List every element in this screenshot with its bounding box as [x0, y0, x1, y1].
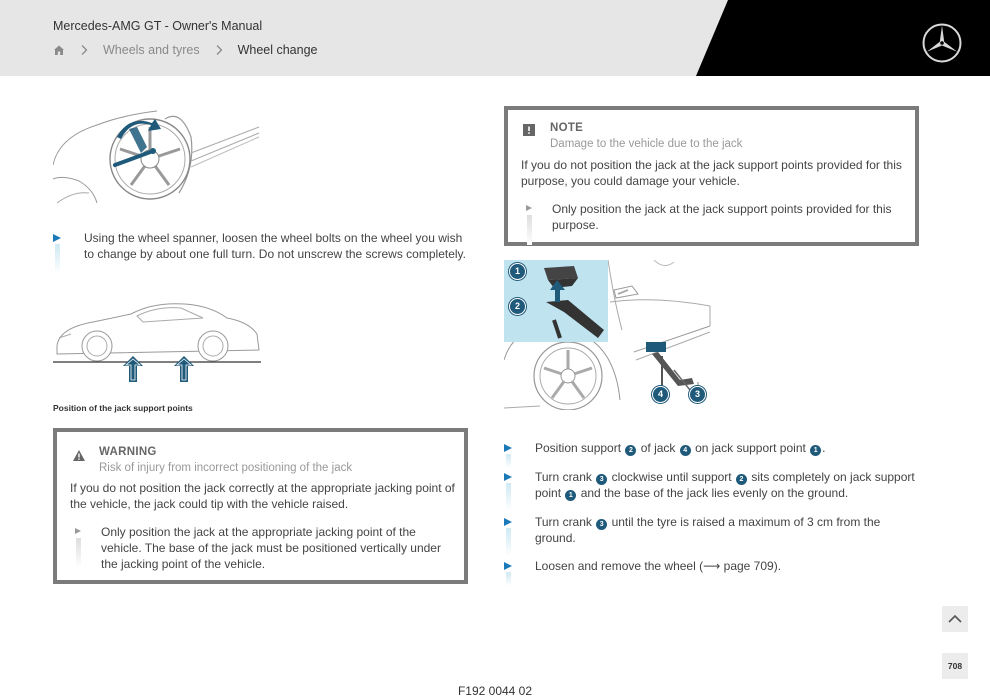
step-arrow-icon [504, 518, 512, 526]
step-arrow-icon [504, 562, 512, 570]
figure-caption: Position of the jack support points [53, 403, 193, 413]
chevron-up-icon [942, 606, 968, 632]
step-arrow-icon [504, 473, 512, 481]
chevron-right-icon [214, 44, 224, 56]
figure-callout-1: 1 [509, 263, 526, 280]
warning-box [53, 428, 468, 584]
step-turn-crank-clockwise: Turn crank 3 clockwise until support 2 sits completely on jack support point 1 and the base of the jack lies evenly on the ground. [504, 469, 924, 501]
figure-callout-4: 4 [652, 386, 669, 403]
header-black-wedge [0, 0, 990, 76]
note-step: Only position the jack at the jack support points provided for this purpose. [526, 201, 906, 233]
step-arrow-icon [504, 444, 512, 452]
warning-body: If you do not position the jack correctly at the appropriate jacking point of the vehicle, the jack could tip with the vehicle raised. [70, 481, 455, 511]
notice-icon [523, 124, 535, 136]
step-remove-wheel [504, 558, 924, 574]
step-position-support: Position support 2 of jack 4 on jack support point 1 . [504, 440, 924, 456]
warning-triangle-icon [73, 450, 85, 461]
figure-jack-placement [504, 260, 714, 410]
step-raise-tyre: Turn crank 3 until the tyre is raised a maximum of 3 cm from the ground. [504, 514, 924, 546]
chevron-right-icon [79, 44, 89, 56]
note-box [504, 106, 919, 246]
breadcrumb-wheel-change: Wheel change [237, 43, 318, 57]
note-body: If you do not position the jack at the jack support points provided for this purpose, you could damage your vehicle. [521, 158, 902, 188]
page-number: 708 [942, 653, 968, 679]
warning-title: WARNING [99, 446, 157, 458]
step-loosen-bolts: Using the wheel spanner, loosen the wheel bolts on the wheel you wish to change by about one full turn. Do not unscrew the screws completely. [53, 230, 473, 262]
note-title: NOTE [550, 122, 584, 134]
figure-code: F192 0044 02 [457, 684, 533, 698]
figure-jack-support-points [53, 300, 261, 384]
mercedes-star-logo[interactable] [921, 22, 963, 64]
warning-step: Only position the jack at the appropriate jacking point of the vehicle. The base of the jack must be positioned vertically under the jacking point of the vehicle. [75, 524, 455, 572]
page-reference-link[interactable]: Loosen and remove the wheel (⟶ page 709). [535, 559, 782, 573]
breadcrumb-wheels-and-tyres[interactable]: Wheels and tyres [103, 43, 200, 57]
figure-wheel-spanner [53, 107, 261, 209]
page-header [0, 0, 990, 76]
home-icon[interactable] [53, 44, 65, 56]
manual-title: Mercedes-AMG GT - Owner's Manual [53, 19, 263, 33]
breadcrumb [53, 42, 318, 58]
step-arrow-icon [53, 234, 61, 242]
figure-callout-2: 2 [509, 298, 526, 315]
warning-subtitle: Risk of injury from incorrect positioning of the jack [99, 462, 353, 474]
note-subtitle: Damage to the vehicle due to the jack [550, 138, 743, 150]
figure-callout-3: 3 [689, 386, 706, 403]
scroll-to-top-button[interactable] [942, 606, 968, 632]
